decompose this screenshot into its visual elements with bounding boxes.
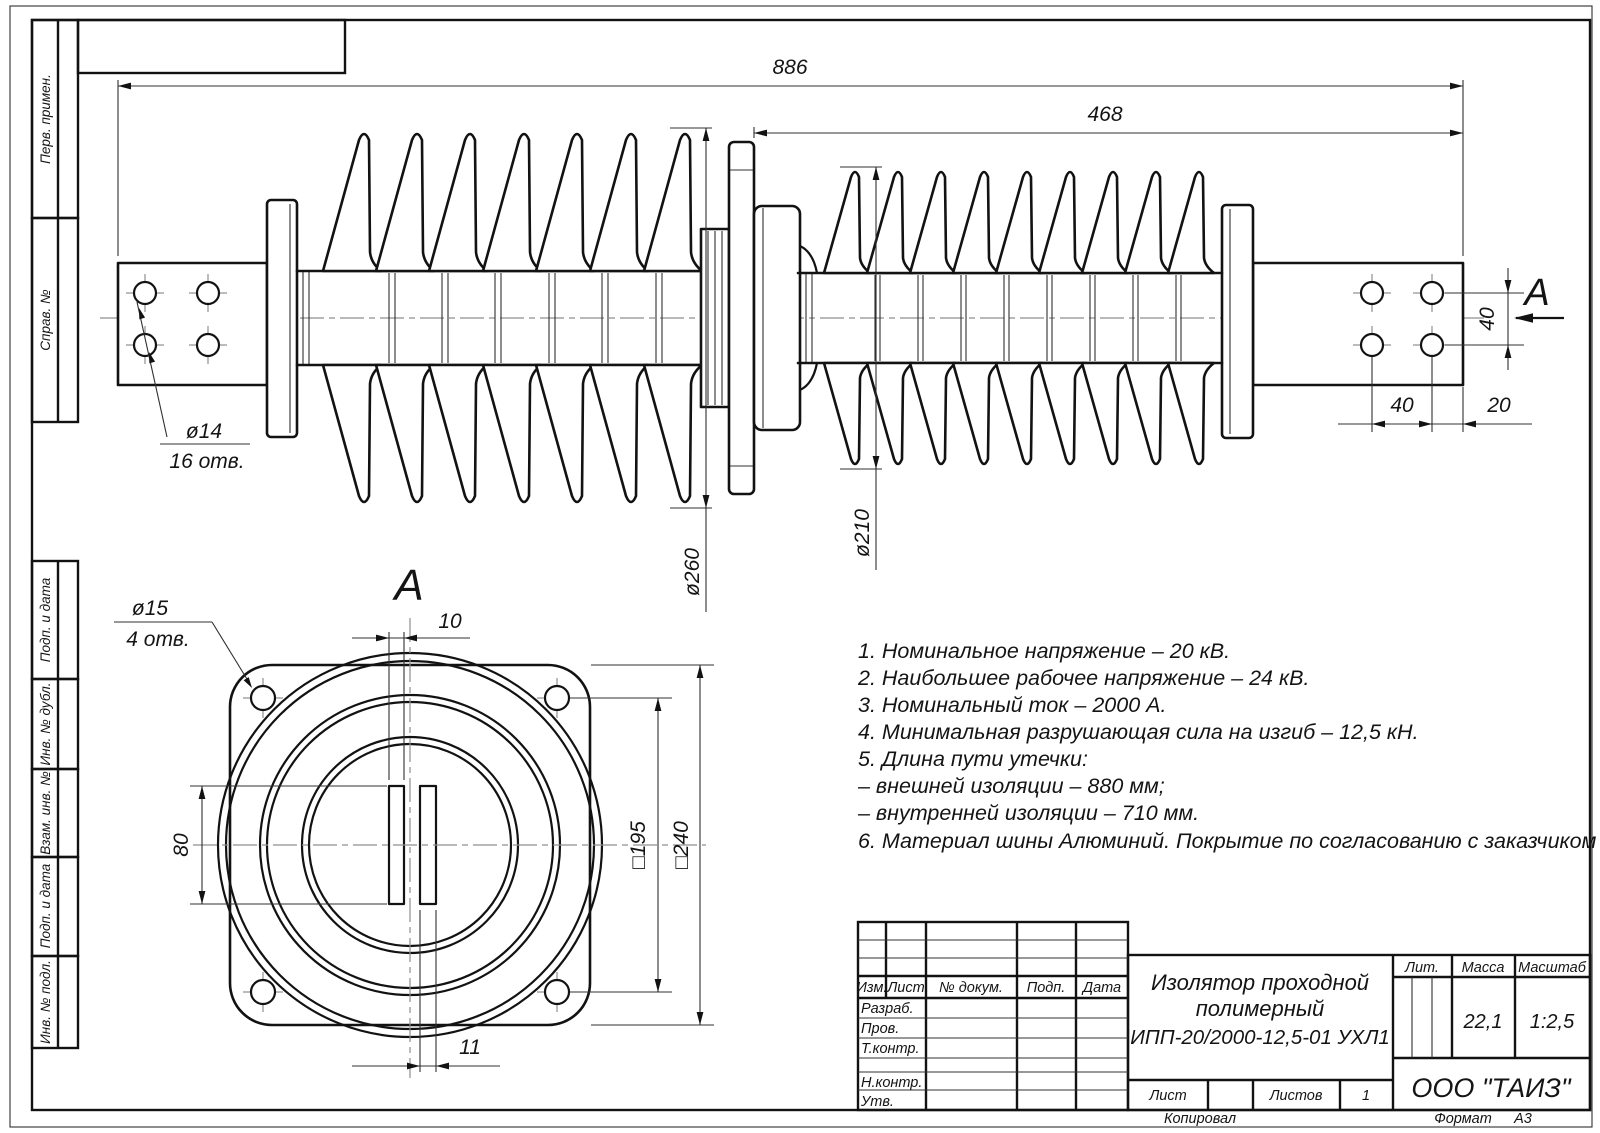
dim-plate-square: □240 (670, 821, 693, 869)
callout-flange-hole-diameter: ø15 (131, 597, 169, 620)
tb-row-tkontr: Т.контр. (861, 1041, 920, 1057)
tb-sheet-label: Лист (1149, 1088, 1187, 1104)
sheet-frame (10, 6, 1592, 1127)
dim-slot-top: 10 (438, 610, 462, 633)
tb-col-doc: № докум. (939, 980, 1003, 996)
note-line-5: 5. Длина пути утечки: (858, 747, 1088, 771)
dim-right-section-length: 468 (1087, 103, 1123, 126)
sidebar-labels (38, 74, 53, 1044)
dim-hole-edge-distance: 20 (1487, 394, 1511, 417)
callout-hole-diameter: ø14 (185, 420, 223, 443)
tb-doc-title-line1: Изолятор проходной (1150, 970, 1370, 995)
technical-notes (857, 639, 1597, 853)
tb-lit-label: Лит. (1405, 960, 1439, 976)
sidebar-label-inv-podl: Инв. № подл. (38, 960, 53, 1044)
tb-company-name: ООО "ТАИЗ" (1411, 1073, 1571, 1103)
footer-format-value: А3 (1514, 1111, 1532, 1127)
tb-col-list: Лист (887, 980, 925, 996)
note-line-1: 1. Номинальное напряжение – 20 кВ. (858, 639, 1231, 663)
title-block (857, 960, 1587, 1110)
tb-row-utv: Утв. (861, 1094, 894, 1110)
sidebar-label-podp-data-2: Подп. и дата (38, 863, 53, 949)
tb-doc-title-line3: ИПП-20/2000-12,5-01 УХЛ1 (1130, 1026, 1390, 1049)
sidebar-label-podp-data-1: Подп. и дата (38, 577, 53, 663)
note-line-3: 3. Номинальный ток – 2000 А. (858, 693, 1167, 717)
tb-scale-label: Масштаб (1518, 960, 1586, 976)
dim-hole-horizontal-spacing: 40 (1390, 394, 1414, 417)
dim-small-shed-diameter: ø210 (851, 509, 874, 557)
sidebar-label-inv-dubl: Инв. № дубл. (38, 682, 53, 766)
tb-col-izm: Изм. (856, 980, 888, 996)
note-line-6: – внешней изоляции – 880 мм; (858, 774, 1165, 798)
dim-hole-vertical-spacing: 40 (1476, 307, 1499, 331)
section-arrow-label: A (1524, 272, 1550, 314)
tb-col-podp: Подп. (1026, 980, 1066, 996)
callout-hole-count: 16 отв. (169, 450, 245, 473)
view-a-label: A (394, 561, 424, 610)
tb-mass-label: Масса (1461, 960, 1505, 976)
note-line-7: – внутренней изоляции – 710 мм. (858, 801, 1200, 825)
dim-slot-length: 80 (170, 833, 193, 857)
tb-sheets-value: 1 (1361, 1088, 1371, 1104)
sidebar-label-vzam-inv: Взам. инв. № (38, 771, 53, 855)
note-line-8: 6. Материал шины Алюминий. Покрытие по согласованию с заказчиком (858, 829, 1597, 853)
sidebar-label-perv-primen: Перв. примен. (38, 74, 53, 164)
note-line-2: 2. Наибольшее рабочее напряжение – 24 кВ. (858, 666, 1310, 690)
footer-copied: Копировал (1163, 1111, 1237, 1127)
note-line-4: 4. Минимальная разрушающая сила на изгиб – 12,5 кН. (858, 720, 1419, 744)
tb-col-data: Дата (1082, 980, 1122, 996)
tb-row-razrab: Разраб. (861, 1001, 914, 1017)
tb-doc-title-line2: полимерный (1195, 996, 1325, 1021)
tb-row-nkontr: Н.контр. (861, 1075, 923, 1091)
sheet-footer (1164, 1111, 1532, 1127)
tb-row-prov: Пров. (861, 1021, 900, 1037)
dim-overall-length: 886 (772, 56, 808, 79)
tb-mass-value: 22,1 (1463, 1011, 1503, 1033)
bottom-view-geometry (114, 618, 714, 1078)
dim-slot-bottom: 11 (459, 1036, 481, 1059)
front-view-geometry (100, 80, 1564, 612)
dim-hole-square: □195 (627, 821, 650, 869)
tb-scale-value: 1:2,5 (1529, 1011, 1575, 1033)
sidebar-label-sprav-n: Справ. № (38, 289, 53, 351)
callout-flange-hole-count: 4 отв. (126, 628, 190, 651)
tb-sheets-label: Листов (1269, 1088, 1323, 1104)
dim-big-shed-diameter: ø260 (681, 548, 704, 596)
footer-format-label: Формат (1434, 1111, 1492, 1127)
